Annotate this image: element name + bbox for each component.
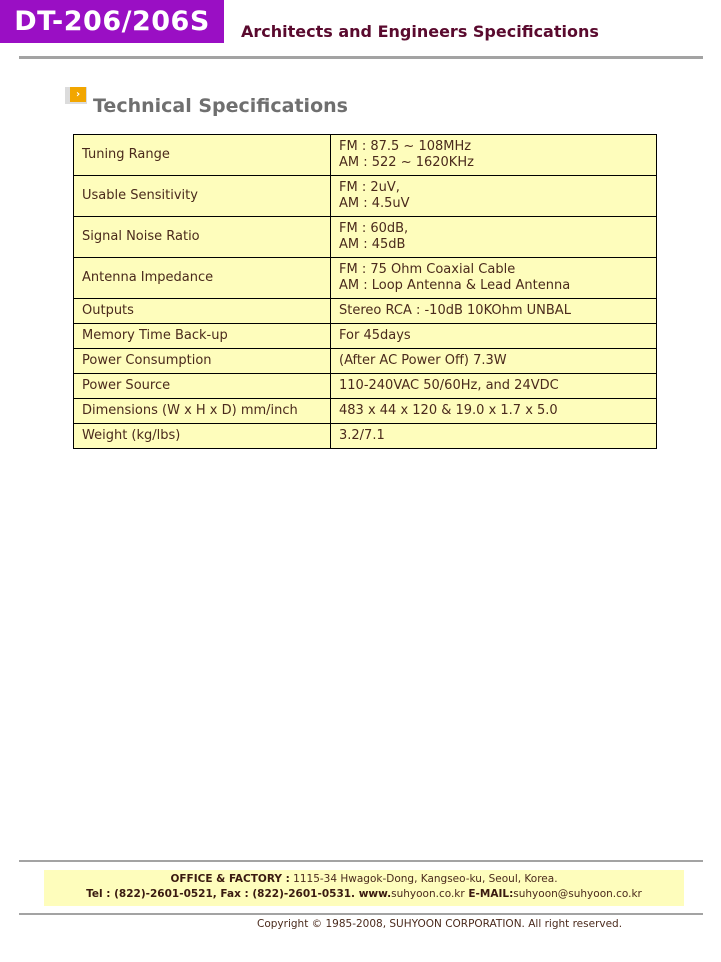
spec-value [331,424,657,449]
document-title: Architects and Engineers Specifications [241,22,599,41]
spec-value-line: 483 x 44 x 120 & 19.0 x 1.7 x 5.0 [339,403,558,418]
icon-box: › [70,87,86,102]
table-row [74,399,657,424]
spec-value-line: FM : 87.5 ~ 108MHz [339,139,472,154]
website-link[interactable]: suhyoon.co.kr [391,888,465,900]
table-row [74,258,657,299]
table-row [74,299,657,324]
spec-value-line: AM : 45dB [339,237,406,252]
spec-value-line: (After AC Power Off) 7.3W [339,353,507,368]
spec-value-line: 110-240VAC 50/60Hz, and 24VDC [339,378,559,393]
table-row [74,135,657,176]
spec-table [73,134,657,449]
spec-value-line: AM : 522 ~ 1620KHz [339,155,474,170]
spec-value-line: For 45days [339,328,411,343]
table-row [74,424,657,449]
spec-value-line: FM : 75 Ohm Coaxial Cable [339,262,516,277]
spec-value [331,399,657,424]
spec-label: Weight (kg/lbs) [74,424,331,449]
office-address: 1115-34 Hwagok-Dong, Kangseo-ku, Seoul, Korea. [289,873,558,885]
spec-label: Tuning Range [74,135,331,176]
fax-label: Fax : [216,888,249,900]
spec-label: Power Source [74,374,331,399]
email-label: E-MAIL: [464,888,514,900]
spec-value-line: FM : 60dB, [339,221,409,236]
spec-table-body [74,135,657,449]
spec-value-line: FM : 2uV, [339,180,400,195]
spec-value-line: 3.2/7.1 [339,428,385,443]
spec-value [331,176,657,217]
spec-value-line: AM : Loop Antenna & Lead Antenna [339,278,571,293]
office-label: OFFICE & FACTORY : [170,873,290,885]
model-badge: DT-206/206S [0,0,224,43]
table-row [74,324,657,349]
table-row [74,176,657,217]
table-row [74,349,657,374]
email-link[interactable]: suhyoon@suhyoon.co.kr [513,888,642,900]
contact-box [44,870,684,906]
spec-value-line: AM : 4.5uV [339,196,410,211]
tel-label: Tel : [86,888,111,900]
spec-label: Dimensions (W x H x D) mm/inch [74,399,331,424]
spec-label: Usable Sensitivity [74,176,331,217]
table-row [74,374,657,399]
table-row [74,217,657,258]
spec-value [331,299,657,324]
fax-value: (822)-2601-0531. [248,888,356,900]
spec-value [331,324,657,349]
spec-label: Power Consumption [74,349,331,374]
spec-label: Antenna Impedance [74,258,331,299]
spec-label: Signal Noise Ratio [74,217,331,258]
contact-line [44,887,684,902]
office-line [44,872,684,887]
spec-value [331,349,657,374]
spec-label: Memory Time Back-up [74,324,331,349]
chevron-right-icon [65,87,87,104]
footer-divider-bottom [19,913,703,915]
spec-value [331,258,657,299]
web-label: www. [355,888,392,900]
footer-divider-top [19,860,703,862]
spec-label: Outputs [74,299,331,324]
spec-value [331,135,657,176]
section-title: Technical Specifications [93,95,348,117]
spec-value [331,217,657,258]
spec-value-line: Stereo RCA : -10dB 10KOhm UNBAL [339,303,571,318]
header-divider [19,56,703,59]
copyright-text: Copyright © 1985-2008, SUHYOON CORPORATION. All right reserved. [257,918,623,930]
spec-value [331,374,657,399]
tel-value: (822)-2601-0521, [110,888,217,900]
